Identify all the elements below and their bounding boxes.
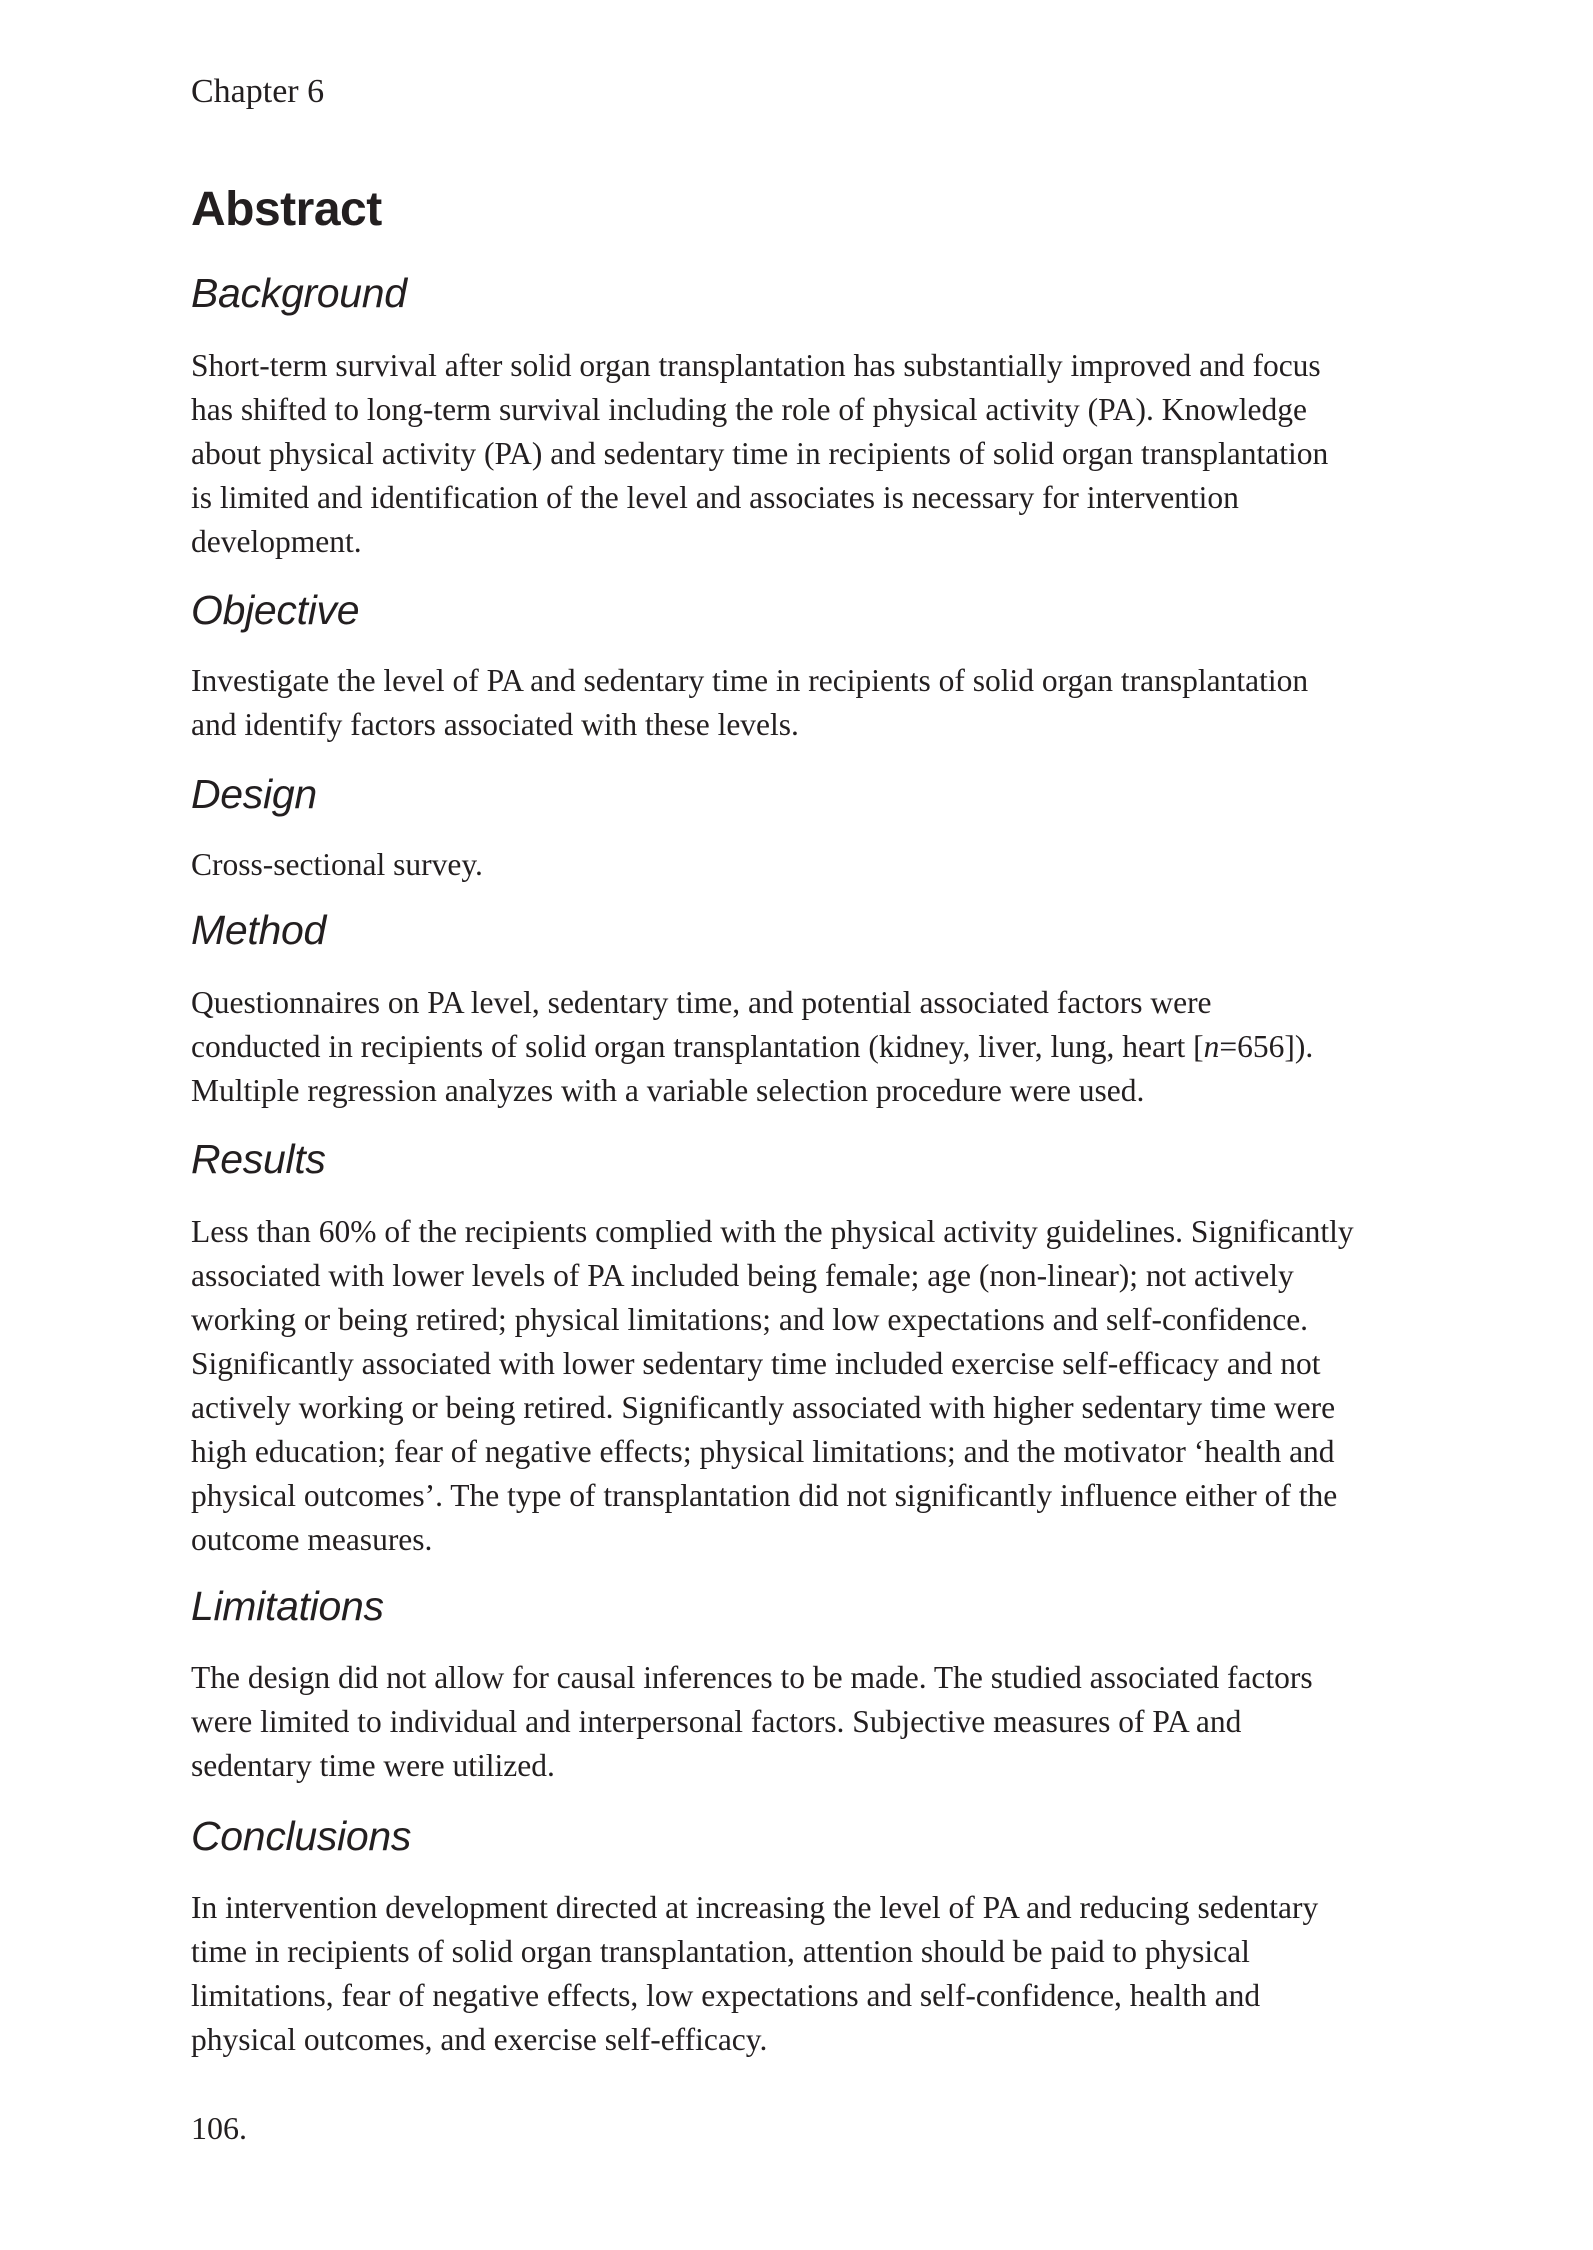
text-line: physical outcomes’. The type of transplantation did not significantly influence either of the [191,1478,1338,1513]
text-line: has shifted to long-term survival including the role of physical activity (PA). Knowledge [191,392,1307,427]
text-line: actively working or being retired. Significantly associated with higher sedentary time were [191,1390,1336,1425]
method-text [191,981,1313,1113]
text-line: Questionnaires on PA level, sedentary time, and potential associated factors were [191,985,1212,1020]
conclusions-heading: Conclusions [191,1813,412,1859]
background-text [191,344,1328,564]
text-line: The design did not allow for causal inferences to be made. The studied associated factors [191,1660,1313,1695]
text-line: and identify factors associated with these levels. [191,707,799,742]
sample-size-symbol: n [1203,1029,1220,1064]
results-text [191,1210,1354,1562]
text-line: is limited and identification of the level and associates is necessary for intervention [191,480,1239,515]
text-line: working or being retired; physical limitations; and low expectations and self-confidence. [191,1302,1309,1337]
limitations-text [191,1656,1313,1788]
text-fragment: conducted in recipients of solid organ transplantation (kidney, liver, lung, heart [ [191,1029,1204,1064]
page-number: 106. [191,2110,247,2146]
text-line: In intervention development directed at increasing the level of PA and reducing sedentary [191,1890,1319,1925]
text-line: Significantly associated with lower sedentary time included exercise self-efficacy and not [191,1346,1321,1381]
text-fragment: =656]). [1219,1029,1314,1064]
text-line: were limited to individual and interpersonal factors. Subjective measures of PA and [191,1704,1242,1739]
objective-text [191,659,1308,747]
text-line: Less than 60% of the recipients complied with the physical activity guidelines. Significantly [191,1214,1354,1249]
design-text [191,843,483,887]
text-line: time in recipients of solid organ transplantation, attention should be paid to physical [191,1934,1250,1969]
text-line: about physical activity (PA) and sedentary time in recipients of solid organ transplantation [191,436,1329,471]
method-heading: Method [191,907,326,953]
text-line: development. [191,524,362,559]
text-line [191,1025,1313,1069]
text-line: associated with lower levels of PA included being female; age (non-linear); not actively [191,1258,1294,1293]
text-line: Short-term survival after solid organ transplantation has substantially improved and focus [191,348,1321,383]
text-line: outcome measures. [191,1522,433,1557]
design-heading: Design [191,771,317,817]
text-line: Investigate the level of PA and sedentary time in recipients of solid organ transplantation [191,663,1309,698]
limitations-heading: Limitations [191,1583,384,1629]
conclusions-text [191,1886,1318,2062]
text-line: Multiple regression analyzes with a variable selection procedure were used. [191,1073,1145,1108]
abstract-title: Abstract [191,183,382,236]
text-line: physical outcomes, and exercise self-efficacy. [191,2022,768,2057]
objective-heading: Objective [191,587,360,633]
chapter-label: Chapter 6 [191,73,325,110]
text-line: Cross-sectional survey. [191,847,483,882]
text-line: limitations, fear of negative effects, low expectations and self-confidence, health and [191,1978,1261,2013]
results-heading: Results [191,1136,326,1182]
text-line: high education; fear of negative effects; physical limitations; and the motivator ‘health and [191,1434,1335,1469]
background-heading: Background [191,270,407,316]
text-line: sedentary time were utilized. [191,1748,555,1783]
